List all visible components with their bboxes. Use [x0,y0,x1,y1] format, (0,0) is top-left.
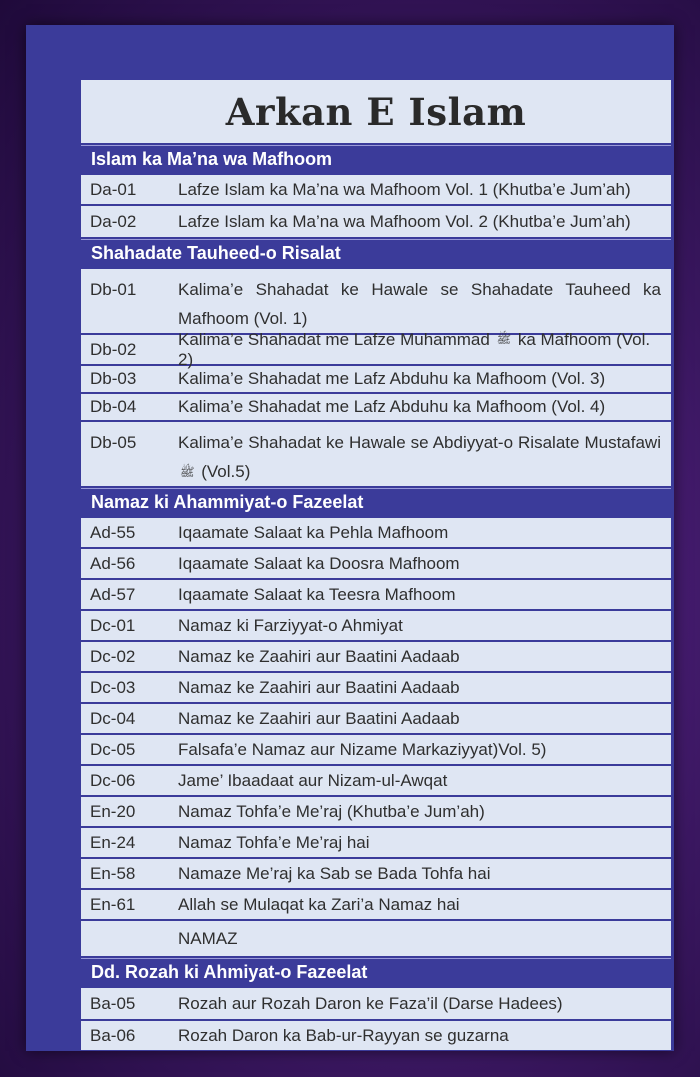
list-item[interactable] [81,329,671,369]
item-code: Dc-06 [90,770,136,790]
section-rozah [81,958,671,1050]
item-title: Namaz Tohfa’e Me’raj (Khutba’e Jum’ah) [178,801,485,821]
list-item[interactable] [81,673,671,702]
list-item[interactable] [81,921,671,956]
item-code: Ad-55 [90,522,136,542]
item-title [178,330,671,370]
item-title-part: Kalima’e Shahadat ke Hawale se Abdiyyat-o Risalate Mustafawi [178,433,661,452]
list-item[interactable] [81,549,671,578]
list-item[interactable] [81,890,671,919]
list-item[interactable] [81,422,671,486]
list-item[interactable] [81,580,671,609]
pbuh-symbol-icon: ﷺ [180,465,195,480]
item-title: Allah se Mulaqat ka Zari’a Namaz hai [178,894,460,914]
item-title: Namaze Me’raj ka Sab se Bada Tohfa hai [178,863,491,883]
item-title: Iqaamate Salaat ka Pehla Mafhoom [178,522,449,542]
item-title: Falsafa’e Namaz aur Nizame Markaziyyat)Vol. 5) [178,739,547,759]
list-item[interactable] [81,704,671,733]
pbuh-symbol-icon: ﷺ [496,331,512,346]
section-namaz [81,488,671,956]
item-code: En-20 [90,801,136,821]
item-code: Da-02 [90,211,137,231]
item-title: Iqaamate Salaat ka Doosra Mafhoom [178,553,460,573]
poster-content [81,80,671,1052]
list-item[interactable] [81,988,671,1019]
item-code: En-24 [90,832,136,852]
item-title: Iqaamate Salaat ka Teesra Mafhoom [178,584,456,604]
list-item[interactable] [81,828,671,857]
item-title [178,422,671,486]
item-code: Dc-01 [90,615,136,635]
list-item[interactable] [81,797,671,826]
item-title-part: (Vol.5) [201,462,251,481]
poster-card [26,25,674,1051]
item-title: Lafze Islam ka Ma’na wa Mafhoom Vol. 2 (Khutba’e Jum’ah) [178,211,631,231]
item-code: Dc-04 [90,708,136,728]
item-code: Dc-05 [90,739,136,759]
item-code: Db-01 [90,280,137,299]
item-code: Ba-06 [90,1025,136,1045]
list-item[interactable] [81,1021,671,1050]
item-code: Ba-05 [90,993,136,1013]
item-title: Lafze Islam ka Ma’na wa Mafhoom Vol. 1 (Khutba’e Jum’ah) [178,179,631,199]
item-code: Db-05 [90,433,137,452]
list-item[interactable] [81,175,671,204]
item-code: En-58 [90,863,136,883]
item-title: NAMAZ [178,928,238,948]
list-item[interactable] [81,642,671,671]
section-heading: Dd. Rozah ki Ahmiyat-o Fazeelat [81,958,671,986]
item-code: Ad-57 [90,584,136,604]
item-title: Kalima’e Shahadat ke Hawale se Shahadate Tauheed ka Mafhoom (Vol. 1) [178,280,661,328]
list-item[interactable] [81,206,671,237]
item-code: Dc-03 [90,677,136,697]
list-item[interactable] [81,859,671,888]
list-item[interactable] [81,766,671,795]
section-islam [81,145,671,237]
item-code: Da-01 [90,179,137,199]
item-title: Namaz Tohfa’e Me’raj hai [178,832,370,852]
item-title: Jame’ Ibaadaat aur Nizam-ul-Awqat [178,770,448,790]
item-title: Namaz ke Zaahiri aur Baatini Aadaab [178,646,460,666]
item-title: Rozah aur Rozah Daron ke Faza’il (Darse Hadees) [178,993,563,1013]
list-item[interactable] [81,735,671,764]
item-code: Db-04 [90,397,137,416]
list-item[interactable] [81,394,671,420]
list-item[interactable] [81,269,671,333]
item-code: Db-03 [90,369,137,388]
section-heading: Shahadate Tauheed-o Risalat [81,239,671,267]
item-title: Namaz ki Farziyyat-o Ahmiyat [178,615,403,635]
item-code: Db-02 [90,339,137,359]
item-title: Namaz ke Zaahiri aur Baatini Aadaab [178,677,460,697]
item-title: Namaz ke Zaahiri aur Baatini Aadaab [178,708,460,728]
page-title: Arkan E Islam [225,89,527,134]
list-item[interactable] [81,611,671,640]
section-heading: Islam ka Ma’na wa Mafhoom [81,145,671,173]
item-title: Kalima’e Shahadat me Lafz Abduhu ka Mafhoom (Vol. 4) [178,397,606,416]
list-item[interactable] [81,366,671,392]
list-item[interactable] [81,518,671,547]
item-title-part: Kalima’e Shahadat me Lafze Muhammad [178,329,490,349]
item-code: En-61 [90,894,136,914]
item-title-part: ka Mafhoom (Vol. 2) [178,329,651,369]
title-box [81,80,671,143]
item-code: Ad-56 [90,553,136,573]
item-code: Dc-02 [90,646,136,666]
item-title: Kalima’e Shahadat me Lafz Abduhu ka Mafhoom (Vol. 3) [178,369,606,388]
item-title: Rozah Daron ka Bab-ur-Rayyan se guzarna [178,1025,509,1045]
section-heading: Namaz ki Ahammiyat-o Fazeelat [81,488,671,516]
section-shahadat [81,239,671,486]
